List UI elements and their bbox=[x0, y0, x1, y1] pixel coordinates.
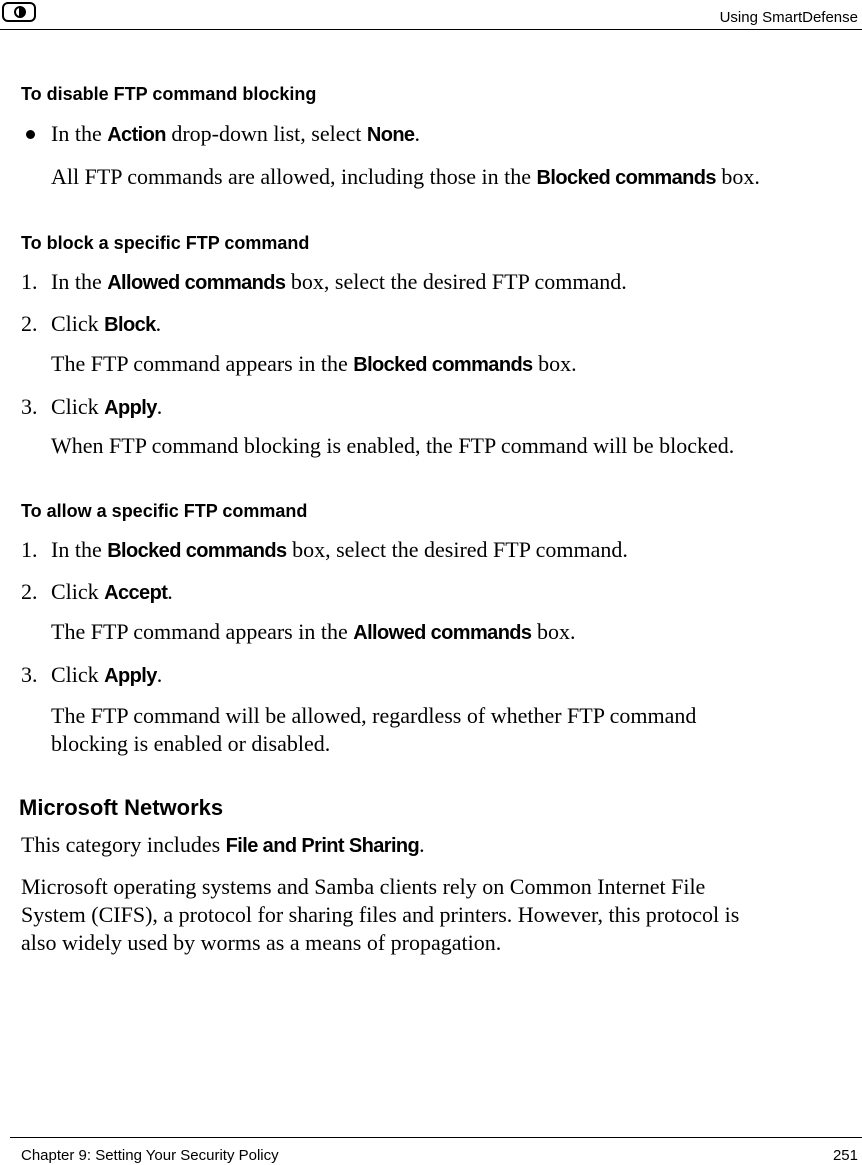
step-number: 2. bbox=[21, 311, 38, 336]
ui-label-blocked-commands: Blocked commands bbox=[536, 167, 716, 189]
allow-step-3: Click Apply. bbox=[51, 662, 163, 687]
ui-label-allowed-commands: Allowed commands bbox=[353, 622, 532, 644]
microsoft-body-line-2: System (CIFS), a protocol for sharing files and printers. However, this protocol is bbox=[21, 902, 740, 927]
section-heading: Microsoft Networks bbox=[19, 795, 224, 820]
header-rule bbox=[0, 29, 862, 30]
ui-label-action: Action bbox=[107, 124, 166, 146]
block-step-3: Click Apply. bbox=[51, 394, 163, 419]
disable-heading: To disable FTP command blocking bbox=[21, 84, 317, 104]
ui-label-apply: Apply bbox=[104, 665, 157, 687]
microsoft-intro: This category includes File and Print Sharing. bbox=[21, 832, 425, 857]
ui-label-none: None bbox=[366, 124, 415, 146]
ui-label-allowed-commands: Allowed commands bbox=[107, 272, 286, 294]
block-heading: To block a specific FTP command bbox=[21, 233, 310, 253]
allow-step-2: Click Accept. bbox=[51, 579, 173, 604]
block-step-2-note: The FTP command appears in the Blocked commands box. bbox=[51, 351, 577, 376]
allow-step-3-note-line-1: The FTP command will be allowed, regardless of whether FTP command bbox=[51, 703, 697, 728]
step-number: 1. bbox=[21, 537, 38, 562]
ui-label-file-and-print-sharing: File and Print Sharing bbox=[225, 835, 420, 857]
block-step-3-note: When FTP command blocking is enabled, the FTP command will be blocked. bbox=[51, 433, 735, 458]
ui-label-block: Block bbox=[104, 314, 156, 336]
step-number: 2. bbox=[21, 579, 38, 604]
step-number: 3. bbox=[21, 394, 38, 419]
block-step-2: Click Block. bbox=[51, 311, 162, 336]
allow-step-1: In the Blocked commands box, select the desired FTP command. bbox=[51, 537, 628, 562]
block-step-1: In the Allowed commands box, select the desired FTP command. bbox=[51, 269, 627, 294]
disable-note: All FTP commands are allowed, including those in the Blocked commands box. bbox=[51, 164, 760, 189]
microsoft-body-line-3: also widely used by worms as a means of propagation. bbox=[21, 930, 502, 955]
step-number: 3. bbox=[21, 662, 38, 687]
ui-label-blocked-commands: Blocked commands bbox=[353, 354, 533, 376]
check-point-logo-icon bbox=[2, 2, 36, 22]
ui-label-accept: Accept bbox=[104, 582, 168, 604]
running-head: Using SmartDefense bbox=[719, 9, 858, 26]
bullet-icon bbox=[26, 130, 35, 139]
footer-chapter: Chapter 9: Setting Your Security Policy bbox=[21, 1147, 279, 1164]
disable-bullet: In the Action drop-down list, select None. bbox=[51, 121, 420, 146]
page-number: 251 bbox=[832, 1147, 858, 1164]
ui-label-blocked-commands: Blocked commands bbox=[107, 540, 287, 562]
ui-label-apply: Apply bbox=[104, 397, 157, 419]
allow-step-3-note-line-2: blocking is enabled or disabled. bbox=[51, 731, 331, 756]
allow-heading: To allow a specific FTP command bbox=[21, 501, 308, 521]
footer-rule bbox=[10, 1137, 862, 1138]
microsoft-body-line-1: Microsoft operating systems and Samba clients rely on Common Internet File bbox=[21, 874, 706, 899]
step-number: 1. bbox=[21, 269, 38, 294]
allow-step-2-note: The FTP command appears in the Allowed commands box. bbox=[51, 619, 576, 644]
